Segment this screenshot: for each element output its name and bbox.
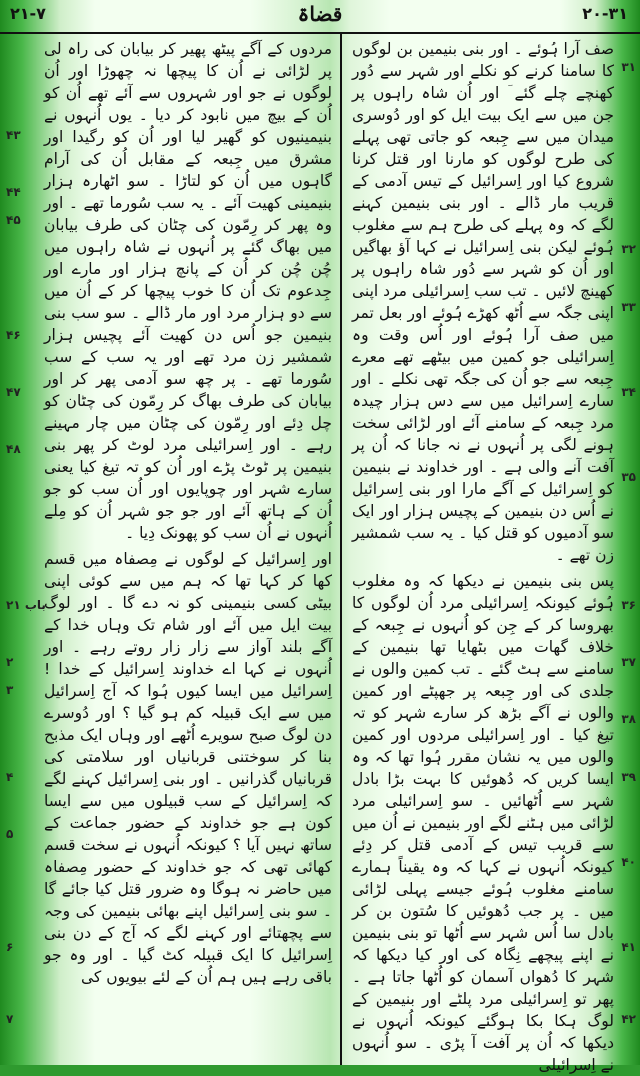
left-chapter-verse-ref: ۲۱-۷ bbox=[10, 4, 46, 23]
verse-number: ۳۹ bbox=[621, 770, 636, 784]
verse-number: ۷ bbox=[6, 1012, 14, 1026]
verse-number: ۳۷ bbox=[621, 655, 636, 669]
verse-number: ۳۸ bbox=[621, 712, 636, 726]
verse-number: ۳۶ bbox=[621, 598, 636, 612]
book-title: قضاۃ bbox=[297, 2, 343, 26]
verse-number: ۴۲ bbox=[621, 1012, 636, 1026]
chapter-number: باب ۲۱ bbox=[6, 598, 46, 612]
paragraph: مردوں کے آگے پیٹھ پھیر کر بیابان کی راہ لی پر لڑائی نے اُن کا پیچھا نہ چھوڑا اور اُن لوگوں نے جو اور شہروں سے آئے تھے اُن کو اُن کے بیچ میں نابود کر دیا ۔ یوں اُنہوں نے بنیمینیوں کو گھیر لیا اور اُن کو رگیدا اور مشرق میں جِبعہ کے مقابل اُن کی آرام گاہوں میں اُن کو لتاڑا ۔ سو اٹھارہ ہزار بنیمینی کھیت آئے ۔ یہ سب سُورما تھے ۔ اور وہ پھر کر رِمّون کی چٹان کی طرف بیابان میں بھاگ گئے پر اُنہوں نے شاہ راہوں میں چُن چُن کر اُن کے پانچ ہزار اور مارے اور جِدعوم تک اُن کا خوب پیچھا کر کے اُن میں سے دو ہزار مرد اور مار ڈالے ۔ سو سب بنی بنیمین جو اُس دن کھیت آئے پچیس ہزار شمشیر زن مرد تھے اور یہ سب کے سب سُورما تھے ۔ پر چھ سو آدمی پھر کر اور بیابان کی طرف بھاگ کر رِمّون کی چٹان کو چل دِئے اور رِمّون کی چٹان میں چار مہینے رہے ۔ اور اِسرائیلی مرد لوٹ کر پھر بنی بنیمین پر ٹوٹ پڑے اور اُن کو تہ تیغ کیا یعنی سارے شہر اور چوپایوں اور اُن سب کو جو اُن کے ہاتھ آئے اور جو جو شہر اُن کو مِلے اُنہوں نے اُن سب کو پھونک دِیا ۔ bbox=[44, 40, 332, 542]
verse-number: ۵ bbox=[6, 827, 14, 841]
verse-number: ۳۲ bbox=[621, 242, 636, 256]
verse-number: ۳۵ bbox=[621, 470, 636, 484]
verse-number: ۴۶ bbox=[6, 328, 21, 342]
verse-number: ۴۴ bbox=[6, 185, 21, 199]
verse-number: ۳۳ bbox=[621, 300, 636, 314]
verse-number: ۴۷ bbox=[6, 385, 21, 399]
right-text-column bbox=[352, 38, 614, 1074]
left-text-column bbox=[44, 38, 332, 1060]
paragraph: صف آرا ہُوئے ۔ اور بنی بنیمین بن لوگوں کا سامنا کرنے کو نکلے اور شہر سے دُور کھنچے چلے گئے ؔ اور اُن شاہ راہوں پر جن میں سے ایک بیت ایل کو اور دُوسری میدان میں سے جِبعہ کو جاتی تھی پہلے کی طرح لوگوں کو مارنا اور قتل کرنا شروع کیا اور اِسرائیل کے تیس آدمی کے قریب مار ڈالے ۔ اور بنی بنیمین کہنے لگے کہ وہ پہلے کی طرح ہم سے مغلوب ہُوئے لیکن بنی اِسرائیل نے کہا آؤ بھاگیں اور اُن کو شہر سے دُور شاہ راہوں پر کھینچ لائیں ۔ تب سب اِسرائیلی مرد اپنی اپنی جگہ سے اُٹھ کھڑے ہُوئے اور بعل تمر میں صف آرا ہُوئے اور اُس وقت وہ اِسرائیلی جو کمین میں بیٹھے تھے معرے جِبعہ سے جو اُن کی جگہ تھی نکلے ۔ اور سارے اِسرائیل میں سے دس ہزار چیدہ مرد جِبعہ کے سامنے آئے اور لڑائی سخت ہونے لگی پر اُنہوں نے نہ جانا کہ اُن پر آفت آنے والی ہے ۔ اور خداوند نے بنیمین کو اِسرائیل کے آگے مارا اور بنی اِسرائیل نے اُس دن بنیمین کے پچیس ہزار اور ایک سو آدمیوں کو قتل کیا ۔ یہ سب شمشیر زن تھے ۔ bbox=[352, 40, 614, 564]
verse-number: ۴۱ bbox=[621, 940, 636, 954]
verse-number: ۶ bbox=[6, 940, 14, 954]
verse-number: ۳ bbox=[6, 683, 14, 697]
verse-number: ۴۵ bbox=[6, 213, 21, 227]
right-chapter-verse-ref: ۲۰-۳۱ bbox=[582, 4, 628, 23]
verse-number: ۴۸ bbox=[6, 442, 21, 456]
verse-number: ۴۳ bbox=[6, 128, 21, 142]
paragraph: اور اِسرائیل کے لوگوں نے مِصفاہ میں قسم کھا کر کہا تھا کہ ہم میں سے کوئی اپنی بیٹی کسی بنیمینی کو نہ دے گا ۔ اور لوگ بیت ایل میں آئے اور شام تک وہاں خدا کے آگے بلند آواز سے زار زار روتے رہے ۔ اور اُنہوں نے کہا اے خداوند اِسرائیل کے خدا ! اِسرائیل میں ایسا کیوں ہُوا کہ آج اِسرائیل میں سے ایک قبیلہ کم ہو گیا ؟ اور دُوسرے دن لوگ صبح سویرے اُٹھے اور وہاں ایک مذبح بنا کر سوختنی قربانیاں اور سلامتی کی قربانیاں گذرانیں ۔ اور بنی اِسرائیل کہنے لگے کہ اِسرائیل کے سب قبیلوں میں سے ایسا کون ہے جو خداوند کے حضور جماعت کے ساتھ نہیں آیا ؟ کیونکہ اُنہوں نے سخت قسم کھائی تھی کہ جو خداوند کے حضور مِصفاہ میں حاضر نہ ہوگا وہ ضرور قتل کیا جائے گا ۔ سو بنی اِسرائیل اپنے بھائی بنیمین کی وجہ سے پچھتائے اور کہنے لگے کہ آج کے دن بنی اِسرائیل کا ایک قبیلہ کٹ گیا ۔ اور وہ جو باقی رہے ہیں ہم اُن کے لئے بیویوں کی bbox=[44, 550, 332, 986]
verse-number: ۲ bbox=[6, 655, 14, 669]
page-header bbox=[0, 0, 640, 34]
verse-number: ۴ bbox=[6, 770, 14, 784]
paragraph: پس بنی بنیمین نے دیکھا کہ وہ مغلوب ہُوئے کیونکہ اِسرائیلی مرد اُن لوگوں کا بھروسا کر کے جِن کو اُنہوں نے جِبعہ کے خلاف گھات میں بٹھایا تھا بنیمین کے سامنے سے ہٹ گئے ۔ تب کمین والوں نے جلدی کی اور جِبعہ پر جھپٹے اور کمین والوں نے آگے بڑھ کر سارے شہر کو تہ تیغ کیا ۔ اور اِسرائیلی مردوں اور کمین والوں میں یہ نشان مقرر ہُوا تھا کہ وہ ایسا کریں کہ دُھوئیں کا بہت بڑا بادل شہر سے اُٹھائیں ۔ سو اِسرائیلی مرد لڑائی میں ہٹنے لگے اور بنیمین نے اُن میں سے قریب تیس کے آدمی قتل کر دِئے کیونکہ اُنہوں نے کہا کہ وہ یقیناً ہمارے سامنے مغلوب ہُوئے جیسے پہلی لڑائی میں ۔ پر جب دُھوئیں کا سُتون بن کر بادل سا اُس شہر سے اُٹھا تو بنی بنیمین نے اپنے پیچھے نِگاہ کی اور کیا دیکھا کہ شہر کا دُھواں آسمان کو اُٹھا جاتا ہے ۔ پھر تو اِسرائیلی مرد پلٹے اور بنیمین کے لوگ ہکا بکا ہوگئے کیونکہ اُنہوں نے دیکھا کہ اُن پر آفت آ پڑی ۔ سو اُنہوں نے اِسرائیلی bbox=[352, 572, 614, 1074]
verse-number: ۳۴ bbox=[621, 385, 636, 399]
column-divider bbox=[340, 32, 342, 1065]
verse-number: ۳۱ bbox=[621, 60, 636, 74]
verse-number: ۴۰ bbox=[621, 855, 636, 869]
